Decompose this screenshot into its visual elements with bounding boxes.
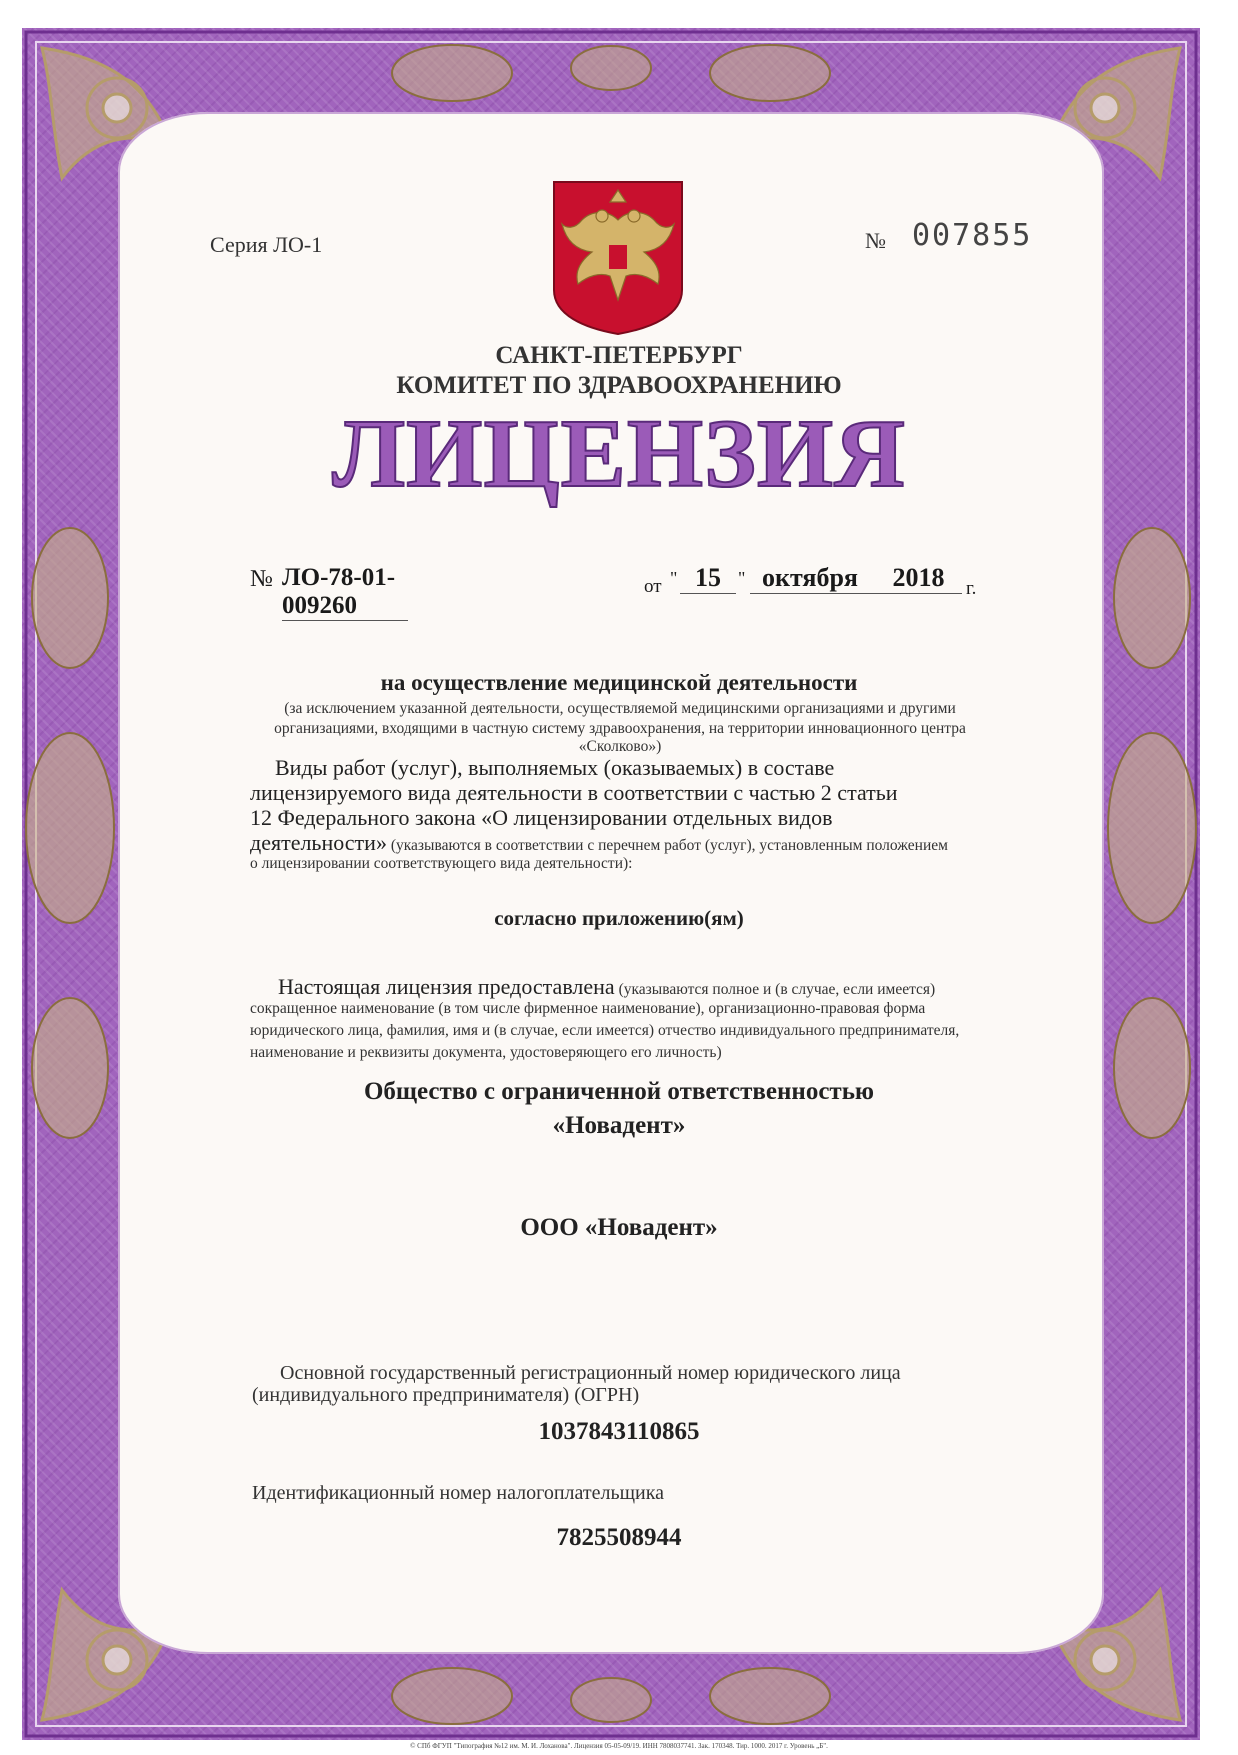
granted-line1-main: Настоящая лицензия предоставлена bbox=[278, 974, 615, 999]
license-year: 2018 bbox=[892, 563, 945, 592]
org-short-name: ООО «Новадент» bbox=[520, 1214, 718, 1241]
license-number: ЛО-78-01-009260 bbox=[282, 564, 408, 621]
works-line5-note: о лицензировании соответствующего вида деятельности): bbox=[250, 855, 633, 872]
inn-label: Идентификационный номер налогоплательщика bbox=[252, 1482, 665, 1504]
left-medallions bbox=[26, 528, 114, 1138]
year-suffix: г. bbox=[966, 578, 977, 599]
activity-heading: на осуществление медицинской деятельности bbox=[380, 670, 858, 695]
works-line1: Виды работ (услуг), выполняемых (оказываемых) в составе bbox=[275, 755, 835, 780]
license-number-label: № bbox=[250, 566, 273, 592]
date-from-label: от bbox=[644, 576, 662, 597]
works-line3: 12 Федерального закона «О лицензировании отдельных видов bbox=[250, 805, 833, 830]
coat-of-arms-icon bbox=[552, 180, 684, 336]
granted-line4: наименование и реквизиты документа, удостоверяющего его личность) bbox=[250, 1044, 722, 1061]
granted-line3: юридического лица, фамилия, имя и (в случае, если имеется) отчество индивидуального предпринимателя, bbox=[250, 1022, 960, 1039]
activity-note-line1: (за исключением указанной деятельности, осуществляемой медицинскими организациями и другими bbox=[284, 700, 956, 717]
blank-number: 007855 bbox=[912, 218, 1033, 253]
date-quote-open: " bbox=[670, 568, 678, 588]
top-medallion bbox=[392, 45, 830, 101]
series-label: Серия ЛО-1 bbox=[210, 232, 323, 257]
org-full-name-line1: Общество с ограниченной ответственностью bbox=[363, 1078, 875, 1105]
printer-imprint: © СПб ФГУП "Типография №12 им. М. И. Лоханова". Лицензия 05-05-09/19. ИНН 7808037741. Зак. 170348. Тир. 1000. 2017 г. Уровень „Б". bbox=[410, 1742, 828, 1750]
license-month-year bbox=[750, 563, 962, 594]
issuer-city: САНКТ-ПЕТЕРБУРГ bbox=[495, 342, 743, 369]
right-medallions bbox=[1108, 528, 1196, 1138]
granted-line2: сокращенное наименование (в том числе фирменное наименование), организационно-правовая форма bbox=[250, 1000, 926, 1017]
granted-line1 bbox=[278, 974, 935, 1000]
works-value: согласно приложению(ям) bbox=[494, 906, 744, 930]
ogrn-label-line1: Основной государственный регистрационный номер юридического лица bbox=[280, 1362, 901, 1384]
works-line2: лицензируемого вида деятельности в соответствии с частью 2 статьи bbox=[250, 780, 898, 805]
ogrn-label-line2: (индивидуального предпринимателя) (ОГРН) bbox=[252, 1384, 640, 1406]
works-line4 bbox=[250, 830, 948, 856]
works-line4-main: деятельности» bbox=[250, 830, 387, 855]
works-line4-note: (указываются в соответствии с перечнем работ (услуг), установленным положением bbox=[386, 837, 948, 854]
license-day: 15 bbox=[680, 563, 736, 594]
license-month: октября bbox=[762, 563, 859, 592]
activity-note-line2: организациями, входящими в частную систему здравоохранения, на территории инновационного центра bbox=[274, 720, 966, 737]
bottom-medallion bbox=[392, 1668, 830, 1724]
ogrn-value: 1037843110865 bbox=[538, 1418, 700, 1445]
blank-number-sign: № bbox=[865, 228, 886, 253]
inn-value: 7825508944 bbox=[556, 1524, 682, 1551]
granted-line1-note: (указываются полное и (в случае, если имеется) bbox=[614, 981, 936, 998]
org-full-name-line2: «Новадент» bbox=[552, 1112, 686, 1139]
date-quote-close: " bbox=[738, 568, 746, 588]
issuer-committee: КОМИТЕТ ПО ЗДРАВООХРАНЕНИЮ bbox=[396, 372, 842, 399]
document-title: ЛИЦЕНЗИЯ bbox=[332, 400, 906, 508]
activity-note-line3: «Сколково») bbox=[578, 738, 662, 755]
